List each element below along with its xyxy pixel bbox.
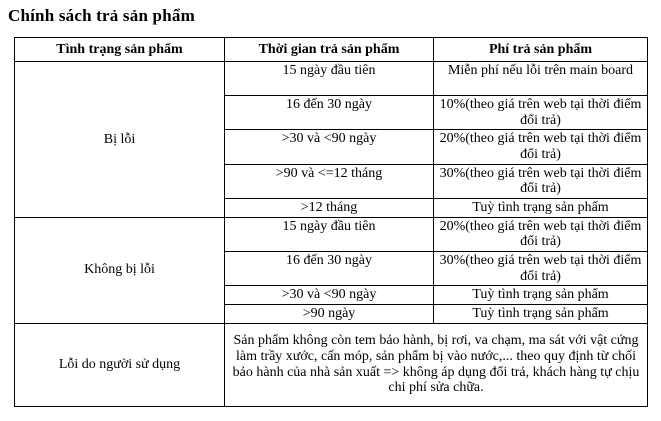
col-header-status: Tình trạng sản phẩm	[15, 38, 225, 62]
table-header-row	[15, 38, 648, 62]
status-cell-not-defective: Không bị lỗi	[15, 217, 225, 323]
status-cell-defective: Bị lỗi	[15, 62, 225, 218]
time-cell: >30 và <90 ngày	[225, 286, 434, 305]
time-cell: 16 đến 30 ngày	[225, 96, 434, 130]
user-fault-note-cell: Sản phẩm không còn tem bảo hành, bị rơi, va chạm, ma sát với vật cứng làm trầy xước, cấn móp, sản phẩm bị vào nước,... theo quy định từ chối bảo hành của nhà sản xuất => không áp dụng đổi trả, khách hàng tự chịu chi phí sửa chữa.	[225, 323, 648, 406]
col-header-fee: Phí trả sản phẩm	[434, 38, 648, 62]
table-row	[15, 323, 648, 406]
time-cell: >90 ngày	[225, 305, 434, 324]
time-cell: 15 ngày đầu tiên	[225, 62, 434, 96]
time-cell: 16 đến 30 ngày	[225, 252, 434, 286]
fee-cell: 30%(theo giá trên web tại thời điểm đổi trả)	[434, 252, 648, 286]
col-header-time: Thời gian trả sản phẩm	[225, 38, 434, 62]
return-policy-table	[14, 37, 648, 407]
fee-cell: Tuỳ tình trạng sản phẩm	[434, 305, 648, 324]
fee-cell: Miễn phí nếu lỗi trên main board	[434, 62, 648, 96]
time-cell: 15 ngày đầu tiên	[225, 217, 434, 251]
time-cell: >30 và <90 ngày	[225, 130, 434, 164]
time-cell: >90 và <=12 tháng	[225, 164, 434, 198]
fee-cell: Tuỳ tình trạng sản phẩm	[434, 286, 648, 305]
fee-cell: 30%(theo giá trên web tại thời điểm đổi trả)	[434, 164, 648, 198]
time-cell: >12 tháng	[225, 199, 434, 218]
table-row	[15, 217, 648, 251]
fee-cell: 20%(theo giá trên web tại thời điểm đổi trả)	[434, 130, 648, 164]
fee-cell: 20%(theo giá trên web tại thời điểm đổi trả)	[434, 217, 648, 251]
table-row	[15, 62, 648, 96]
page-title: Chính sách trả sản phẩm	[8, 6, 195, 25]
fee-cell: Tuỳ tình trạng sản phẩm	[434, 199, 648, 218]
fee-cell: 10%(theo giá trên web tại thời điểm đổi trả)	[434, 96, 648, 130]
status-cell-user-fault: Lỗi do người sử dụng	[15, 323, 225, 406]
